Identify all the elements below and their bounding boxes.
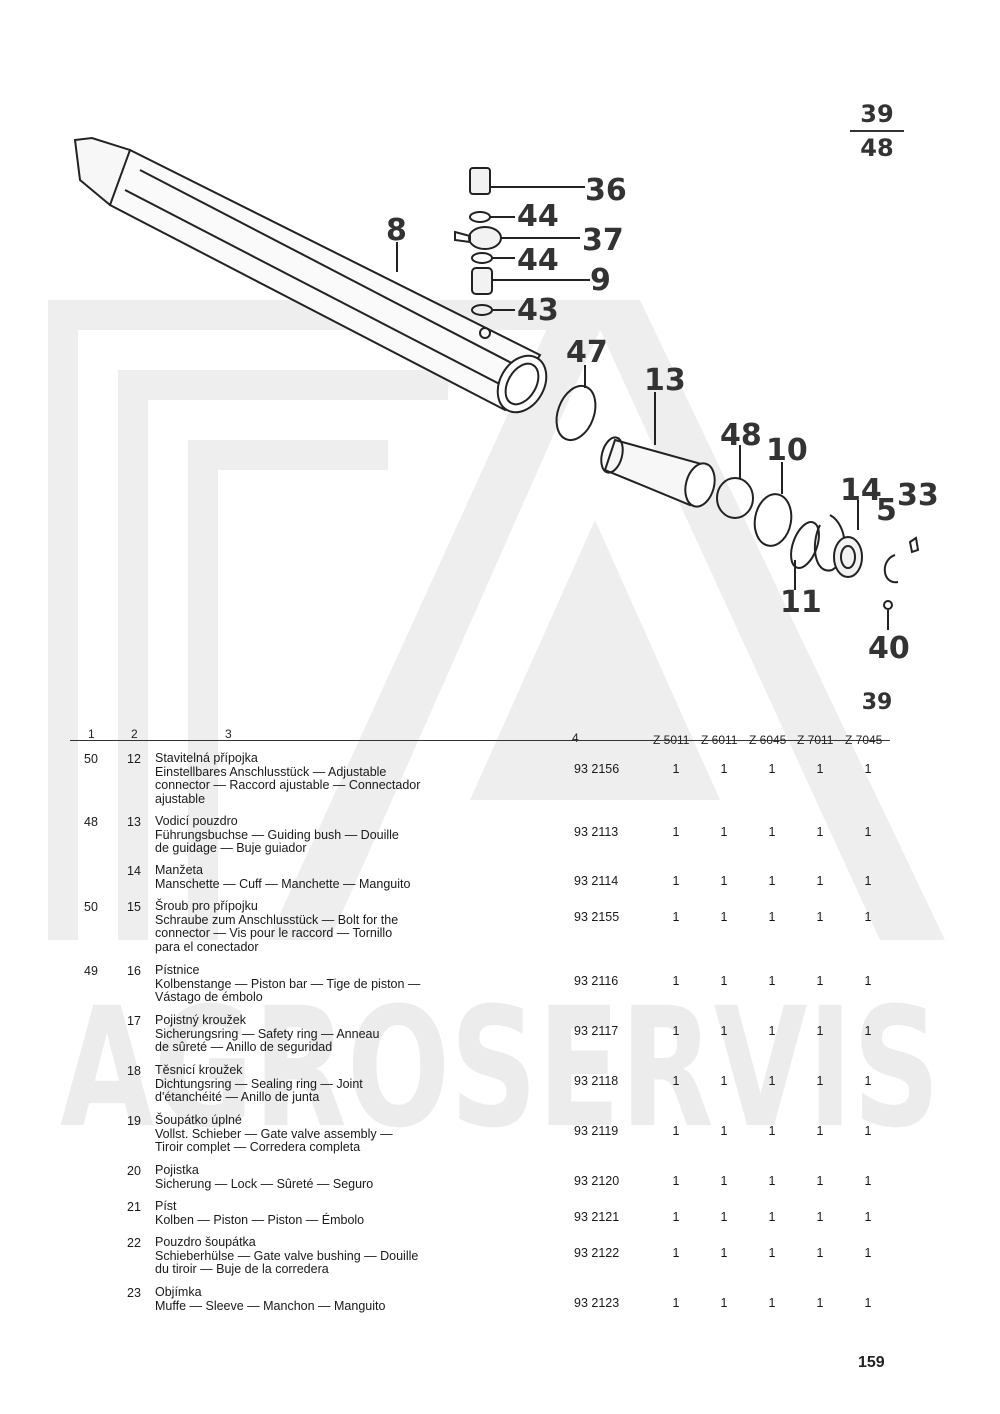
callout-40: 40 [868, 631, 910, 666]
watermark-wordmark: AGROSERVIS [60, 972, 940, 1164]
qty: 1 [672, 974, 680, 988]
table-row [0, 1114, 1000, 1164]
col-header-model-2: Z 6011 [701, 733, 738, 747]
guiding-bush [598, 435, 720, 510]
qty: 1 [864, 1246, 872, 1260]
callout-36: 36 [585, 173, 627, 208]
callout-37: 37 [582, 223, 624, 258]
part-description: Pouzdro šoupátka Schieberhülse — Gate valve bushing — Douille du tiroir — Buje de la corredera [155, 1235, 419, 1276]
qty: 1 [720, 1210, 728, 1224]
ref-number: 50 [84, 900, 98, 914]
position-number: 18 [127, 1064, 141, 1078]
qty: 1 [720, 825, 728, 839]
table-row [0, 864, 1000, 900]
qty: 1 [768, 1024, 776, 1038]
qty: 1 [768, 1296, 776, 1310]
part-number: 93 2121 [574, 1210, 620, 1224]
qty: 1 [864, 825, 872, 839]
callout-44-top: 44 [517, 199, 559, 234]
qty: 1 [768, 1124, 776, 1138]
callout-10: 10 [766, 433, 808, 468]
qty: 1 [720, 1246, 728, 1260]
part-number: 93 2116 [574, 974, 619, 988]
table-row [0, 1286, 1000, 1322]
qty: 1 [816, 974, 824, 988]
qty: 1 [864, 974, 872, 988]
qty: 1 [720, 1074, 728, 1088]
table-row [0, 1064, 1000, 1114]
part-description: Šoupátko úplné Vollst. Schieber — Gate valve assembly — Tiroir complet — Corredera completa [155, 1113, 393, 1154]
callout-5: 5 [876, 493, 897, 528]
qty: 1 [816, 825, 824, 839]
table-row [0, 815, 1000, 864]
position-number: 15 [127, 900, 141, 914]
qty: 1 [864, 1074, 872, 1088]
col-header-model-1: Z 5011 [653, 733, 690, 747]
bolt-assembly [455, 168, 501, 315]
qty: 1 [672, 1246, 680, 1260]
callout-11: 11 [780, 585, 822, 620]
part-description: Těsnicí kroužek Dichtungsring — Sealing ring — Joint d'étanchéité — Anillo de junta [155, 1063, 363, 1104]
part-number: 93 2156 [574, 762, 620, 776]
page-ref-bottom: 48 [860, 134, 894, 162]
part-description: Manžeta Manschette — Cuff — Manchette — Manguito [155, 863, 411, 891]
position-number: 17 [127, 1014, 141, 1028]
col-header-1: 1 [88, 727, 95, 741]
part-number: 93 2155 [574, 910, 620, 924]
page-number: 159 [858, 1354, 885, 1371]
table-row [0, 1236, 1000, 1286]
position-number: 21 [127, 1200, 141, 1214]
qty: 1 [816, 874, 824, 888]
qty: 1 [672, 1174, 680, 1188]
part-description: Stavitelná přípojka Einstellbares Anschlusstück — Adjustable connector — Raccord ajustable — Connectador ajustable [155, 751, 421, 806]
callout-9: 9 [590, 263, 611, 298]
ref-number: 49 [84, 964, 98, 978]
position-number: 20 [127, 1164, 141, 1178]
callout-8: 8 [386, 213, 407, 248]
position-number: 22 [127, 1236, 141, 1250]
qty: 1 [720, 874, 728, 888]
qty: 1 [864, 1210, 872, 1224]
qty: 1 [672, 874, 680, 888]
qty: 1 [768, 762, 776, 776]
qty: 1 [672, 762, 680, 776]
qty: 1 [768, 1246, 776, 1260]
qty: 1 [720, 1296, 728, 1310]
qty: 1 [864, 1024, 872, 1038]
qty: 1 [672, 825, 680, 839]
position-number: 12 [127, 752, 141, 766]
part-number: 93 2120 [574, 1174, 620, 1188]
callout-13: 13 [644, 363, 686, 398]
qty: 1 [864, 1296, 872, 1310]
qty: 1 [672, 1024, 680, 1038]
qty: 1 [816, 1124, 824, 1138]
position-number: 16 [127, 964, 141, 978]
header-rule [70, 740, 890, 741]
part-number: 93 2118 [574, 1074, 619, 1088]
ref-number: 48 [84, 815, 98, 829]
part-description: Objímka Muffe — Sleeve — Manchon — Manguito [155, 1285, 386, 1313]
part-number: 93 2114 [574, 874, 619, 888]
qty: 1 [768, 1210, 776, 1224]
ref-number: 50 [84, 752, 98, 766]
col-header-model-3: Z 6045 [749, 733, 787, 747]
callout-47: 47 [566, 335, 608, 370]
qty: 1 [768, 874, 776, 888]
qty: 1 [816, 1174, 824, 1188]
qty: 1 [768, 910, 776, 924]
qty: 1 [768, 825, 776, 839]
part-description: Pojistka Sicherung — Lock — Sûreté — Seguro [155, 1163, 374, 1191]
part-description: Píst Kolben — Piston — Piston — Émbolo [155, 1199, 365, 1227]
part-number: 93 2113 [574, 825, 619, 839]
part-description: Pístnice Kolbenstange — Piston bar — Tige de piston — Vástago de émbolo [155, 963, 421, 1004]
table-row [0, 900, 1000, 964]
qty: 1 [720, 762, 728, 776]
part-number: 93 2119 [574, 1124, 619, 1138]
position-number: 23 [127, 1286, 141, 1300]
qty: 1 [816, 1296, 824, 1310]
page-ref-top: 39 [850, 100, 904, 132]
qty: 1 [720, 1124, 728, 1138]
qty: 1 [816, 1024, 824, 1038]
callout-44-bottom: 44 [517, 243, 559, 278]
qty: 1 [864, 1174, 872, 1188]
table-row [0, 752, 1000, 815]
qty: 1 [672, 1296, 680, 1310]
callout-48: 48 [720, 418, 762, 453]
qty: 1 [768, 1074, 776, 1088]
qty: 1 [816, 762, 824, 776]
col-header-3: 3 [225, 727, 232, 741]
qty: 1 [816, 1210, 824, 1224]
qty: 1 [864, 874, 872, 888]
part-description: Vodicí pouzdro Führungsbuchse — Guiding bush — Douille de guidage — Buje guiador [155, 814, 399, 855]
qty: 1 [672, 1074, 680, 1088]
part-number: 93 2122 [574, 1246, 620, 1260]
qty: 1 [720, 1024, 728, 1038]
part-description: Šroub pro přípojku Schraube zum Anschlusstück — Bolt for the connector — Vis pour le raccord — Tornillo para el conectador [155, 899, 399, 954]
part-number: 93 2117 [574, 1024, 619, 1038]
col-header-2: 2 [131, 727, 138, 741]
qty: 1 [720, 974, 728, 988]
qty: 1 [720, 1174, 728, 1188]
table-row [0, 964, 1000, 1014]
callout-14: 14 [840, 473, 882, 508]
table-row [0, 1200, 1000, 1236]
table-row [0, 1164, 1000, 1200]
callout-43: 43 [517, 293, 559, 328]
qty: 1 [816, 1246, 824, 1260]
qty: 1 [864, 910, 872, 924]
qty: 1 [768, 1174, 776, 1188]
qty: 1 [672, 1124, 680, 1138]
part-description: Pojistný kroužek Sicherungsring — Safety ring — Anneau de sûreté — Anillo de seguridad [155, 1013, 380, 1054]
col-header-model-4: Z 7011 [797, 733, 834, 747]
col-header-model-5: Z 7045 [845, 733, 883, 747]
qty: 1 [864, 762, 872, 776]
part-number: 93 2123 [574, 1296, 620, 1310]
position-number: 19 [127, 1114, 141, 1128]
position-number: 14 [127, 864, 141, 878]
table-row [0, 1014, 1000, 1064]
qty: 1 [672, 1210, 680, 1224]
callout-33: 33 [897, 478, 939, 513]
qty: 1 [768, 974, 776, 988]
parts-table [0, 752, 1000, 1322]
qty: 1 [864, 1124, 872, 1138]
qty: 1 [720, 910, 728, 924]
qty: 1 [816, 910, 824, 924]
qty: 1 [816, 1074, 824, 1088]
qty: 1 [672, 910, 680, 924]
figure-number: 39 [861, 690, 893, 715]
position-number: 13 [127, 815, 141, 829]
col-header-4: 4 [572, 731, 579, 745]
